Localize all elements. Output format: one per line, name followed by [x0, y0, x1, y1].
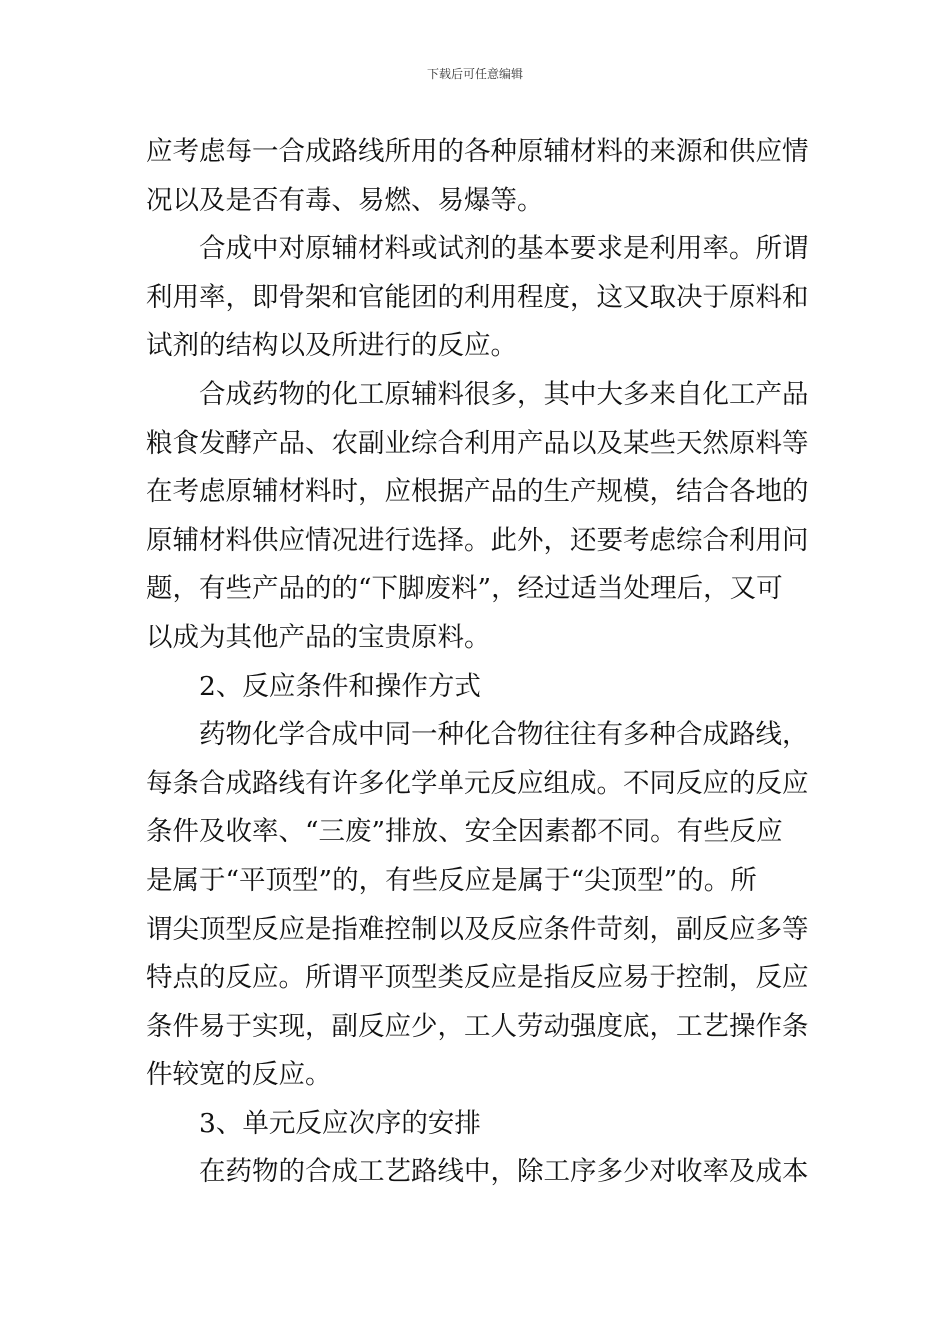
- text-line: 利用率，即骨架和官能团的利用程度，这又取决于原料和: [146, 281, 809, 313]
- text-line: 粮食发酵产品、农副业综合利用产品以及某些天然原料等: [146, 427, 809, 459]
- text-line: 应考虑每一合成路线所用的各种原辅材料的来源和供应情: [146, 136, 809, 167]
- document-body: [146, 128, 808, 1197]
- text-line: 2、反应条件和操作方式: [199, 670, 481, 702]
- page-header: 下载后可任意编辑: [426, 67, 523, 81]
- text-line: 条件易于实现，副反应少，工人劳动强度底，工艺操作条: [146, 1010, 809, 1042]
- text-line: 是属于“平顶型”的，有些反应是属于“尖顶型”的。所: [146, 864, 757, 896]
- text-line: 在考虑原辅材料时，应根据产品的生产规模，结合各地的: [146, 476, 809, 508]
- text-line: 每条合成路线有许多化学单元反应组成。不同反应的反应: [146, 767, 809, 799]
- text-line: 况以及是否有毒、易燃、易爆等。: [146, 184, 544, 216]
- text-line: 原辅材料供应情况进行选择。此外，还要考虑综合利用问: [146, 524, 809, 556]
- text-line: 以成为其他产品的宝贵原料。: [146, 621, 491, 653]
- text-line: 合成中对原辅材料或试剂的基本要求是利用率。所谓: [199, 233, 809, 265]
- text-line: 在药物的合成工艺路线中，除工序多少对收率及成本: [199, 1156, 809, 1188]
- text-line: 3、单元反应次序的安排: [199, 1107, 481, 1139]
- text-line: 条件及收率、“三废”排放、安全因素都不同。有些反应: [146, 816, 783, 848]
- text-line: 件较宽的反应。: [146, 1059, 332, 1091]
- text-line: 谓尖顶型反应是指难控制以及反应条件苛刻，副反应多等: [146, 913, 809, 945]
- text-line: 合成药物的化工原辅料很多，其中大多来自化工产品: [199, 378, 809, 410]
- text-line: 题，有些产品的的“下脚废料”，经过适当处理后，又可: [146, 573, 783, 605]
- text-line: 药物化学合成中同一种化合物往往有多种合成路线，: [199, 719, 809, 751]
- text-line: 试剂的结构以及所进行的反应。: [146, 330, 517, 362]
- text-line: 特点的反应。所谓平顶型类反应是指反应易于控制，反应: [146, 962, 809, 994]
